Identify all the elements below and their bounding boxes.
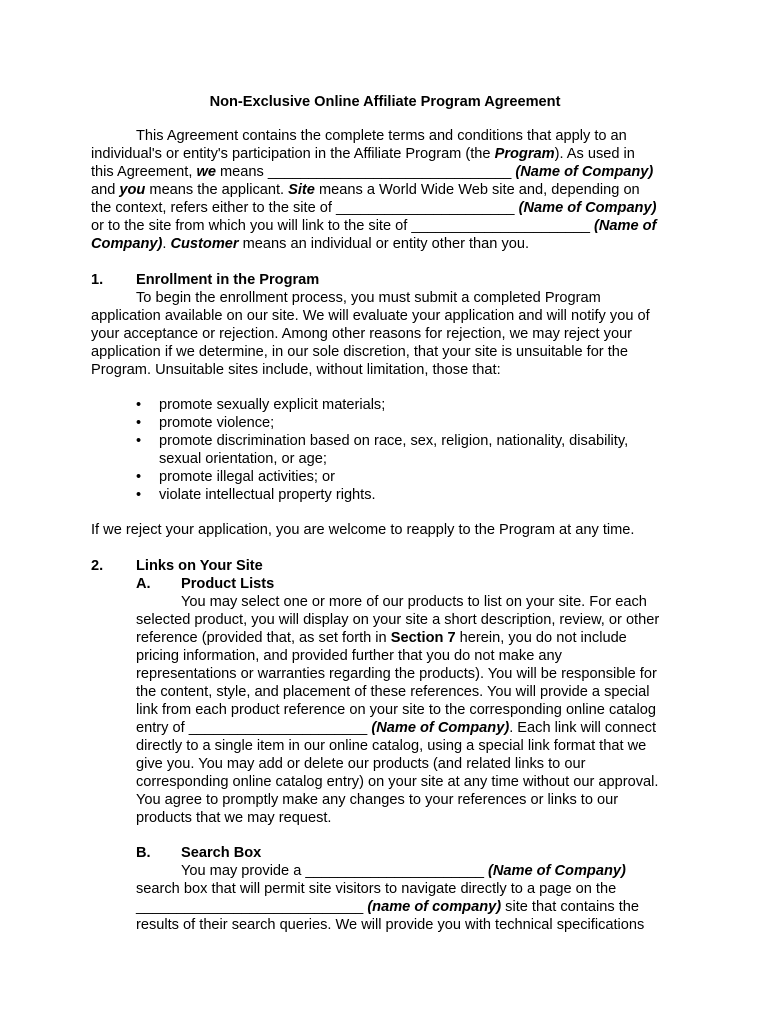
subsection-a-line-8: entry of ______________________ (Name of Company). Each link will connect <box>136 720 657 736</box>
section-1-line-4: application if we determine, in our sole discretion, that your site is unsuitable for the <box>91 344 629 360</box>
subsection-a-line-5: representations or warranties regarding the products). You will be responsible for <box>136 666 657 682</box>
subsection-b-line-4: results of their search queries. We will provide you with technical specifications <box>136 917 645 933</box>
subsection-a-heading: Product Lists <box>181 576 275 592</box>
subsection-b-line-3: ____________________________ (name of company) site that contains the <box>136 899 640 915</box>
subsection-a-line-7: link from each product reference on your site to the corresponding online catalog <box>136 702 657 718</box>
bullet-marker: • <box>136 397 142 413</box>
subsection-b-heading: Search Box <box>181 845 262 861</box>
subsection-b-line-2: search box that will permit site visitors to navigate directly to a page on the <box>136 881 617 897</box>
subsection-a-line-6: the content, style, and placement of these references. You will provide a special <box>136 684 650 700</box>
subsection-a-line-10: give you. You may add or delete our products (and related links to our <box>136 756 586 772</box>
list-item: promote discrimination based on race, sex, religion, nationality, disability, <box>159 433 629 449</box>
subsection-a-label: A. <box>136 576 151 592</box>
bullet-marker: • <box>136 433 142 449</box>
list-item: promote violence; <box>159 415 275 431</box>
section-1-heading: Enrollment in the Program <box>136 272 320 288</box>
subsection-a-line-3: reference (provided that, as set forth in Section 7 herein, you do not include <box>136 630 627 646</box>
section-1-line-3: your acceptance or rejection. Among other reasons for rejection, we may reject your <box>91 326 633 342</box>
subsection-a-line-2: selected product, you will display on your site a short description, review, or other <box>136 612 660 628</box>
subsection-a-line-11: corresponding online catalog entry) on your site at any time without our approval. <box>136 774 659 790</box>
subsection-b-label: B. <box>136 845 151 861</box>
intro-line-7: Company). Customer means an individual or entity other than you. <box>91 236 530 252</box>
list-item: promote illegal activities; or <box>159 469 336 485</box>
subsection-b-line-1: You may provide a ______________________ (Name of Company) <box>181 863 626 879</box>
bullet-marker: • <box>136 469 142 485</box>
subsection-a-line-1: You may select one or more of our products to list on your site. For each <box>181 594 647 610</box>
section-1-line-1: To begin the enrollment process, you must submit a completed Program <box>136 290 601 306</box>
intro-line-6: or to the site from which you will link to the site of ______________________ (Name of <box>91 218 657 234</box>
subsection-a-line-13: products that we may request. <box>136 810 332 826</box>
section-2-number: 2. <box>91 558 104 574</box>
list-item: promote sexually explicit materials; <box>159 397 386 413</box>
intro-line-1: This Agreement contains the complete terms and conditions that apply to an <box>136 128 627 144</box>
section-1-line-2: application available on our site. We will evaluate your application and will notify you of <box>91 308 650 324</box>
list-item: violate intellectual property rights. <box>159 487 376 503</box>
section-1-number: 1. <box>91 272 104 288</box>
subsection-a-line-12: You agree to promptly make any changes to your references or links to our <box>136 792 619 808</box>
bullet-marker: • <box>136 415 142 431</box>
document-title: Non-Exclusive Online Affiliate Program Agreement <box>209 94 561 110</box>
intro-line-2: individual's or entity's participation in the Affiliate Program (the Program). As used in <box>91 146 635 162</box>
section-1-line-5: Program. Unsuitable sites include, without limitation, those that: <box>91 362 501 378</box>
section-2-heading: Links on Your Site <box>136 558 263 574</box>
reapply-note: If we reject your application, you are welcome to reapply to the Program at any time. <box>91 522 635 538</box>
intro-line-4: and you means the applicant. Site means a World Wide Web site and, depending on <box>91 182 640 198</box>
bullet-marker: • <box>136 487 142 503</box>
intro-line-3: this Agreement, we means ______________________________ (Name of Company) <box>91 164 654 180</box>
subsection-a-line-9: directly to a single item in our online catalog, using a special link format that we <box>136 738 647 754</box>
subsection-a-line-4: pricing information, and provided further that you do not make any <box>136 648 562 664</box>
list-item-continued: sexual orientation, or age; <box>159 451 327 467</box>
intro-line-5: the context, refers either to the site of ______________________ (Name of Company) <box>91 200 657 216</box>
